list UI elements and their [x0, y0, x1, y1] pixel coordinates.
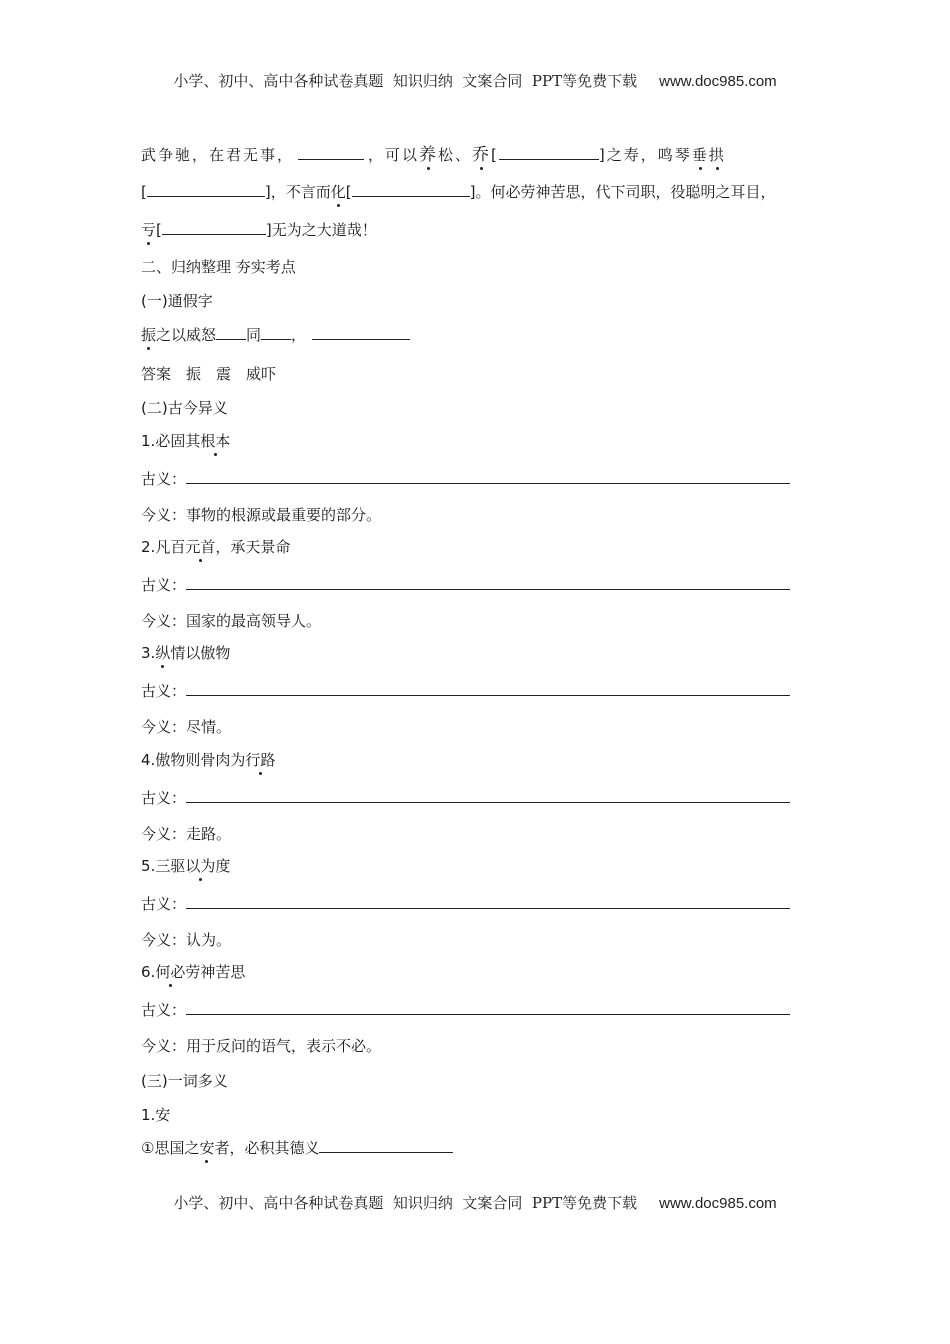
- footer-text: 小学、初中、高中各种试卷真题 知识归纳 文案合同 PPT等免费下载: [173, 1194, 638, 1212]
- gujin-gu-line: 古义：: [141, 1000, 790, 1020]
- gujin-jin-line: 今义：走路。: [141, 825, 232, 843]
- blank[interactable]: [186, 575, 790, 590]
- blank[interactable]: [186, 681, 790, 696]
- passage-line-2: [ ]，不言而化[ ]。何必劳神苦思，代下司职，役聪明之耳目，: [141, 183, 776, 201]
- footer-site[interactable]: www.doc985.com: [659, 1195, 777, 1212]
- gujin-jin-line: 今义：事物的根源或最重要的部分。: [141, 506, 382, 524]
- gujin-question: 2.凡百元首，承天景命: [141, 538, 291, 556]
- gujin-question: 1.必固其根本: [141, 432, 231, 450]
- page-header: [0, 70, 950, 91]
- blank[interactable]: [186, 788, 790, 803]
- gujin-jin-line: 今义：认为。: [141, 931, 232, 949]
- gujin-gu-line: 古义：: [141, 681, 790, 701]
- section-2-title: 二、归纳整理 夯实考点: [141, 258, 296, 276]
- blank[interactable]: [319, 1138, 453, 1153]
- gujin-question: 3.纵情以傲物: [141, 644, 231, 662]
- passage-line-3: 亏[ ]无为之大道哉！: [141, 221, 377, 239]
- blank[interactable]: [298, 145, 364, 160]
- gujin-gu-line: 古义：: [141, 575, 790, 595]
- gujin-jin-line: 今义：国家的最高领导人。: [141, 612, 322, 630]
- blank[interactable]: [216, 325, 246, 340]
- blank[interactable]: [261, 325, 291, 340]
- header-site[interactable]: www.doc985.com: [659, 73, 777, 90]
- yici-word: 1.安: [141, 1106, 171, 1124]
- tongjia-question: 振之以威怒 同 ，: [141, 325, 410, 345]
- tongjia-answer: 答案 振 震 威吓: [141, 365, 277, 383]
- gujin-title: (二)古今异义: [141, 399, 228, 417]
- yici-title: (三)一词多义: [141, 1072, 228, 1090]
- gujin-jin-line: 今义：用于反问的语气，表示不必。: [141, 1037, 382, 1055]
- yici-example-1: ①思国之安者，必积其德义: [141, 1138, 453, 1158]
- gujin-gu-line: 古义：: [141, 894, 790, 914]
- gujin-question: 6.何必劳神苦思: [141, 963, 246, 981]
- header-text: 小学、初中、高中各种试卷真题 知识归纳 文案合同 PPT等免费下载: [173, 72, 638, 90]
- gujin-question: 5.三驱以为度: [141, 857, 231, 875]
- blank[interactable]: [186, 894, 790, 909]
- tongjia-title: (一)通假字: [141, 292, 213, 310]
- blank[interactable]: [352, 182, 470, 197]
- gujin-gu-line: 古义：: [141, 469, 790, 489]
- blank[interactable]: [312, 325, 410, 340]
- gujin-question: 4.傲物则骨肉为行路: [141, 751, 276, 769]
- blank[interactable]: [162, 220, 266, 235]
- blank[interactable]: [186, 1000, 790, 1015]
- blank[interactable]: [147, 182, 265, 197]
- gujin-gu-line: 古义：: [141, 788, 790, 808]
- gujin-jin-line: 今义：尽情。: [141, 718, 232, 736]
- blank[interactable]: [186, 469, 790, 484]
- blank[interactable]: [499, 145, 599, 160]
- passage-line-1: 武争驰，在君无事， ，可以养松、乔[ ]之寿，鸣琴垂拱: [141, 145, 726, 165]
- page-footer: [0, 1192, 950, 1213]
